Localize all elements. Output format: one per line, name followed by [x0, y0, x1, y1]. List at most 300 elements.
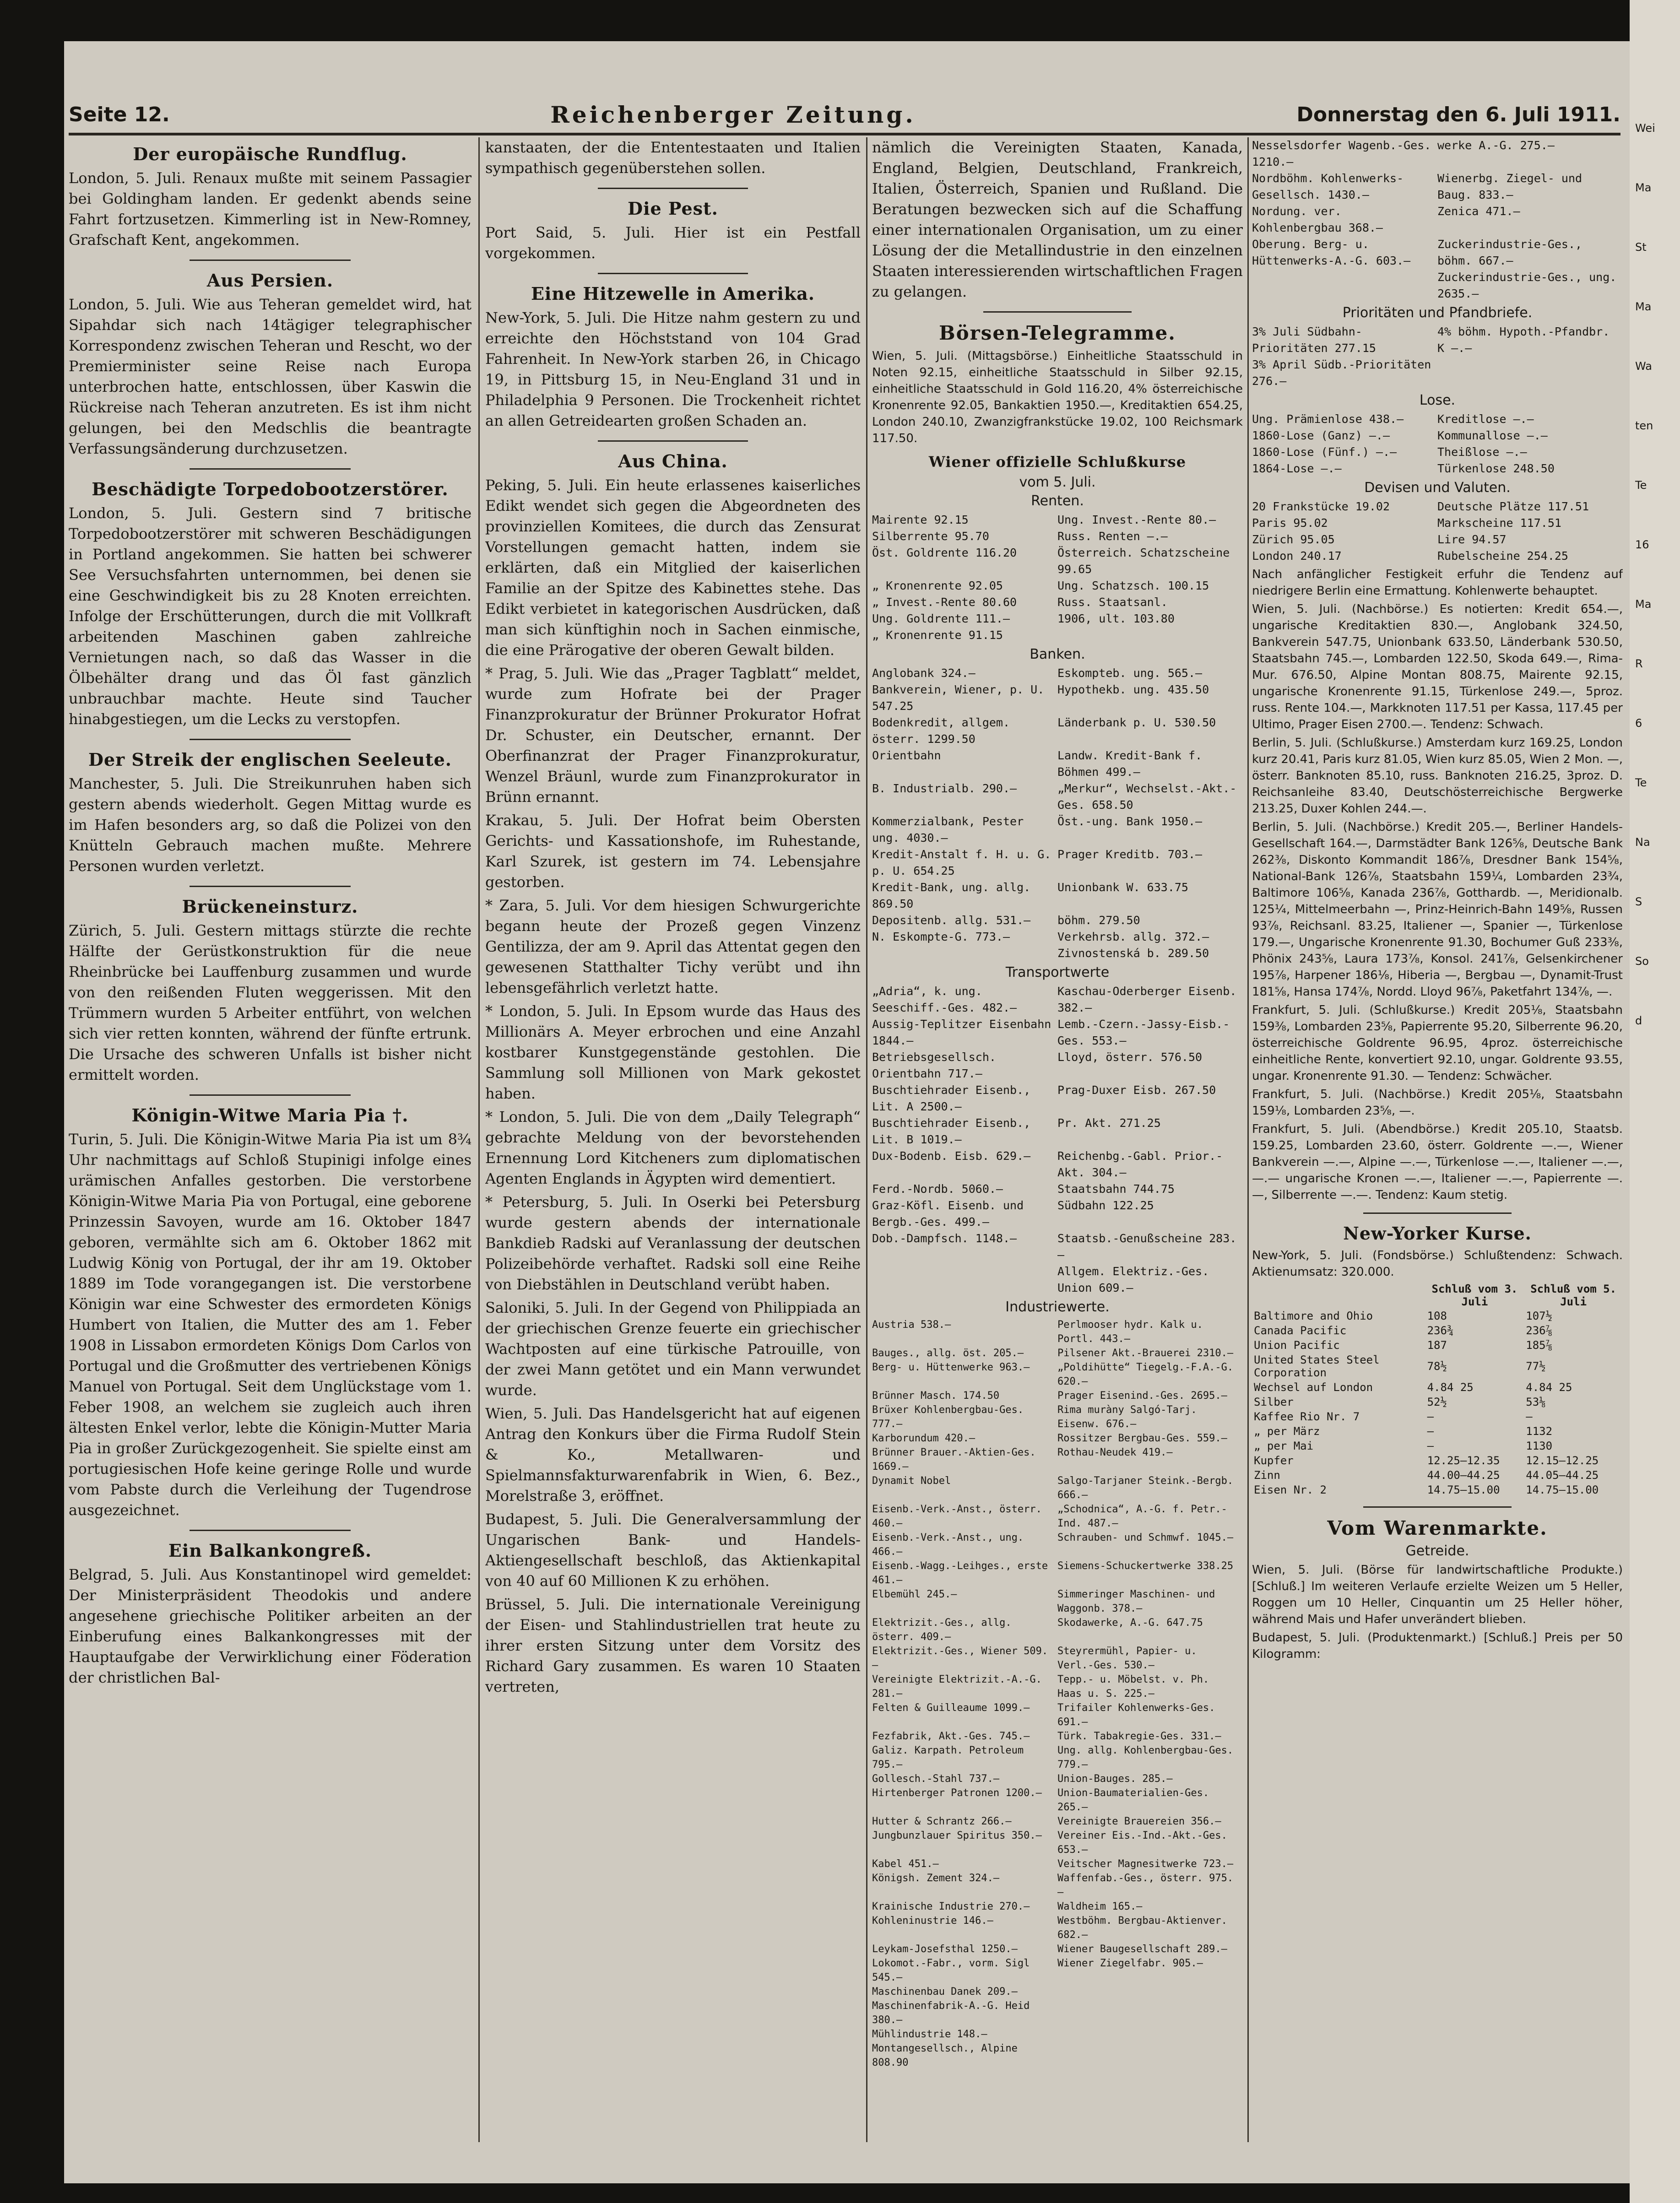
quote-cell: Nordböhm. Kohlenwerks-Gesellsch. 1430.—: [1252, 172, 1404, 201]
quote-cell: Ferd.-Nordb. 5060.—: [872, 1182, 1003, 1196]
quote-row: [872, 945, 1243, 962]
section-rule: [190, 739, 351, 740]
article-headline: Aus China.: [618, 451, 728, 471]
table-cell: Kaffee Rio Nr. 7: [1254, 1410, 1360, 1423]
article-text: kanstaaten, der die Ententestaaten und Italien sympathisch gegenüberstehen sollen.: [485, 139, 861, 177]
quote-cell: Fezfabrik, Akt.-Ges. 745.—: [872, 1731, 1030, 1742]
market-report: Budapest, 5. Juli. (Produktenmarkt.) [Schluß.] Preis per 50 Kilogramm:: [1252, 1631, 1623, 1661]
quote-cell: Hypothekb. ung. 435.50: [1057, 683, 1209, 696]
quote-row: [872, 512, 1243, 528]
quote-cell: Dux-Bodenb. Eisb. 629.—: [872, 1149, 1031, 1163]
quote-cell: Verkehrsb. allg. 372.—: [1057, 930, 1209, 943]
quote-row: [872, 1786, 1243, 1814]
quote-cell: Kredit-Bank, ung. allg. 869.50: [872, 881, 1031, 910]
quote-row: [872, 2041, 1243, 2070]
quote-row: [872, 545, 1243, 578]
article-text: * Zara, 5. Juli. Vor dem hiesigen Schwurgerichte begann heute der Prozeß gegen Vinzenz Gentilizza, der am 9. April das Attentat gegen den gewesenen Statthalter Tichy verübt und ihn lebensgefährlich verletzt hatte.: [485, 897, 861, 996]
quote-row: [872, 1871, 1243, 1900]
quote-row: [872, 1318, 1243, 1346]
table-row: [1252, 1353, 1623, 1380]
masthead-rule: [69, 133, 1620, 135]
column-divider: [1247, 137, 1249, 2142]
quote-cell: Rossitzer Bergbau-Ges. 559.—: [1057, 1433, 1227, 1444]
column-divider: [866, 137, 867, 2142]
quote-row: [872, 1857, 1243, 1871]
table-cell: 12.25—12.35: [1427, 1454, 1500, 1467]
page-number: Seite 12.: [69, 103, 170, 126]
section-rule: [190, 886, 351, 887]
edge-text-fragment: d: [1635, 1014, 1642, 1027]
section-rule: [190, 468, 351, 470]
quote-cell: Berg- u. Hüttenwerke 963.—: [872, 1362, 1030, 1373]
quote-cell: Vereinigte Elektrizit.-A.-G. 281.—: [872, 1674, 1042, 1700]
quote-cell: Maschinenfabrik-A.-G. Heid 380.—: [872, 2000, 1030, 2026]
table-row: [1252, 1323, 1623, 1338]
table-cell: United States Steel Corporation: [1254, 1353, 1380, 1379]
table-cell: 236¾: [1427, 1324, 1454, 1337]
table-row: [1252, 1409, 1623, 1424]
quote-cell: Maschinenbau Danek 209.—: [872, 1986, 1018, 1997]
quote-cell: [1057, 627, 1243, 644]
table-cell: Zinn: [1254, 1469, 1280, 1482]
quote-cell: Deutsche Plätze 117.51: [1437, 500, 1589, 513]
quote-cell: Trifailer Kohlenwerks-Ges. 691.—: [1057, 1702, 1215, 1728]
quote-cell: Reichenbg.-Gabl. Prior.-Akt. 304.—: [1057, 1149, 1223, 1179]
quote-cell: Prager Eisenind.-Ges. 2695.—: [1057, 1390, 1227, 1402]
section-rule: [1363, 1506, 1512, 1508]
quote-row: [872, 594, 1243, 611]
quote-cell: Aussig-Teplitzer Eisenbahn 1844.—: [872, 1018, 1051, 1047]
quote-cell: Eisenb.-Verk.-Anst., ung. 466.—: [872, 1532, 1024, 1558]
section-rule: [190, 1094, 351, 1096]
quote-cell: Rubelscheine 254.25: [1437, 549, 1568, 563]
article-text: * London, 5. Juli. Die von dem „Daily Telegraph“ gebrachte Meldung von der bevorstehenden Ernennung Lord Kitcheners zum diplomatischen Agenten Englands in Ägypten wird dementiert.: [485, 1108, 861, 1187]
table-cell: 1130: [1526, 1440, 1553, 1452]
table-cell: „ per Mai: [1254, 1440, 1314, 1452]
section-subheading: Getreide.: [1405, 1543, 1469, 1559]
quote-cell: Zuckerindustrie-Ges., böhm. 667.—: [1437, 238, 1582, 267]
quote-cell: Lloyd, österr. 576.50: [1057, 1050, 1203, 1064]
quote-cell: Wienerbg. Ziegel- und Baug. 833.—: [1437, 172, 1582, 201]
section-rule: [598, 273, 748, 274]
edge-text-fragment: 16: [1635, 538, 1649, 551]
quote-cell: 1860-Lose (Fünf.) —.—: [1252, 445, 1397, 459]
quote-cell: Salgo-Tarjaner Steink.-Bergb. 666.—: [1057, 1475, 1234, 1501]
quote-cell: Montangesellsch., Alpine 808.90: [872, 2043, 1018, 2068]
quote-cell: Ung. allg. Kohlenbergbau-Ges. 779.—: [1057, 1745, 1234, 1770]
quote-cell: Simmeringer Maschinen- und Waggonb. 378.—: [1057, 1589, 1215, 1614]
market-report: Wien, 5. Juli. (Börse für landwirtschaftliche Produkte.) [Schluß.] Im weiteren Verlaufe erzielte Weizen um 5 Heller, Roggen um 10 Heller, Cinquantin um 25 Heller höher, während Mais und Hafer unverändert blieben.: [1252, 1563, 1623, 1626]
quote-cell: „Poldihütte“ Tiegelg.-F.A.-G. 620.—: [1057, 1362, 1234, 1387]
newspaper-title: Reichenberger Zeitung.: [550, 101, 916, 128]
quote-row: [872, 1900, 1243, 1914]
article-text: Brüssel, 5. Juli. Die internationale Vereinigung der Eisen- und Stahlindustriellen trat heute zu ihrer ersten Sitzung unter dem Vorsitz des Richard Gary zusammen. Es waren 10 Staaten vertreten,: [485, 1596, 861, 1695]
table-row: [1252, 1468, 1623, 1483]
quote-row: [872, 1181, 1243, 1197]
table-cell: 187: [1427, 1339, 1447, 1352]
quote-list: [872, 512, 1243, 644]
quote-row: [872, 1701, 1243, 1729]
quote-row: [872, 665, 1243, 682]
quote-cell: Silberrente 95.70: [872, 530, 989, 543]
quote-cell: Zivnostenská b. 289.50: [1057, 947, 1209, 960]
quote-row: [872, 578, 1243, 594]
quote-cell: Siemens-Schuckertwerke 338.25: [1057, 1560, 1234, 1572]
quote-cell: Landw. Kredit-Bank f. Böhmen 499.—: [1057, 749, 1203, 779]
table-cell: 236⅞: [1526, 1324, 1553, 1337]
edge-text-fragment: Ma: [1635, 181, 1652, 194]
quote-cell: Westböhm. Bergbau-Aktienver. 682.—: [1057, 1915, 1227, 1941]
quote-cell: Bankverein, Wiener, p. U. 547.25: [872, 683, 1045, 713]
quote-row: [1252, 137, 1623, 170]
quote-row: [1252, 324, 1623, 357]
table-row: [1252, 1439, 1623, 1453]
quote-cell: Brüxer Kohlenbergbau-Ges. 777.—: [872, 1404, 1024, 1430]
quote-cell: werke A.-G. 275.—: [1437, 139, 1555, 152]
article-text: Peking, 5. Juli. Ein heute erlassenes kaiserliches Edikt wendet sich gegen die Abgeordneten des provinziellen Komitees, die durch das Zensurat Vorstellungen gemacht hatten, indem sie erklärten, daß ein Mitglied der kaiserlichen Familie an der Spitze des Kabinettes stehe. Das Edikt verbietet in kategorischen Ausdrücken, daß man sich künftighin noch in Sachen einmische, die eine Prärogative der oberen Gewalt bilden.: [485, 476, 861, 659]
quote-list: [872, 983, 1243, 1296]
quote-cell: Kohleninustrie 146.—: [872, 1915, 993, 1927]
quote-row: [1252, 428, 1623, 444]
quote-cell: Zenica 471.—: [1437, 205, 1520, 218]
quote-cell: Prag-Duxer Eisb. 267.50: [1057, 1083, 1216, 1097]
edge-text-fragment: R: [1635, 657, 1643, 670]
article-text: Belgrad, 5. Juli. Aus Konstantinopel wird gemeldet: Der Ministerpräsident Theodokis und andere angesehene griechische Politiker arbeiten an der Einberufung eines Balkankongresses mit der Hauptaufgabe der Verwirklichung einer Föderation der christlichen Bal-: [69, 1566, 471, 1686]
quote-cell: Staatsb.-Genußscheine 283.—: [1057, 1232, 1237, 1261]
quote-cell: Vereiner Eis.-Ind.-Akt.-Ges. 653.—: [1057, 1830, 1227, 1856]
quote-row: [1252, 515, 1623, 531]
quote-cell: Kredit-Anstalt f. H. u. G. p. U. 654.25: [872, 848, 1051, 877]
quote-cell: Lokomot.-Fabr., vorm. Sigl 545.—: [872, 1958, 1030, 1983]
table-cell: 52½: [1427, 1396, 1447, 1408]
quote-cell: Rothau-Neudek 419.—: [1057, 1447, 1173, 1458]
quote-cell: Oberung. Berg- u. Hüttenwerks-A.-G. 603.—: [1252, 238, 1411, 267]
quote-row: [1252, 203, 1623, 236]
quote-cell: Ung. Invest.-Rente 80.—: [1057, 513, 1216, 526]
quote-cell: Öst. Goldrente 116.20: [872, 546, 1017, 559]
table-header: Schluß vom 3. Juli: [1431, 1283, 1518, 1308]
quote-row: [872, 1115, 1243, 1148]
table-row: [1252, 1483, 1623, 1497]
quote-cell: Mühlindustrie 148.—: [872, 2029, 987, 2040]
quote-cell: [872, 945, 1057, 962]
column-3: [872, 137, 1243, 2142]
quote-cell: Wiener Baugesellschaft 289.—: [1057, 1943, 1227, 1955]
quote-cell: Leykam-Josefsthal 1250.—: [872, 1943, 1018, 1955]
quote-row: [1252, 269, 1623, 302]
market-report: Frankfurt, 5. Juli. (Nachbörse.) Kredit 205⅛, Staatsbahn 159⅛, Lombarden 23⅝, —.: [1252, 1088, 1623, 1118]
quote-cell: Wiener Ziegelfabr. 905.—: [1057, 1958, 1203, 1969]
article-headline: Die Pest.: [628, 198, 718, 219]
quote-cell: Bodenkredit, allgem. österr. 1299.50: [872, 716, 1010, 746]
quote-cell: Ung. Goldrente 111.—: [872, 612, 1010, 625]
article-text: * Petersburg, 5. Juli. In Oserki bei Petersburg wurde gestern abends der internationale Bankdieb Radski auf Veranlassung der deutschen Polizeibehörde verhaftet. Radski soll eine Reihe von Diebstählen in Deutschland verübt haben.: [485, 1193, 861, 1293]
quote-list: [872, 1318, 1243, 2070]
article-text: Zürich, 5. Juli. Gestern mittags stürzte die rechte Hälfte der Gerüstkonstruktion für die neue Rheinbrücke bei Lauffenburg zusammen und wurde von den reißenden Fluten weggerissen. Mit den Trümmern wurden 5 Arbeiter entführt, von welchen sich vier retten konnten, während der fünfte ertrunk. Die Ursache des schweren Unfalls ist bisher nicht ermittelt worden.: [69, 922, 471, 1083]
quote-row: [872, 912, 1243, 929]
quote-row: [872, 682, 1243, 714]
quote-cell: [1057, 1999, 1243, 2027]
quote-cell: 1906, ult. 103.80: [1057, 612, 1175, 625]
section-rule: [190, 260, 351, 261]
article-text: Manchester, 5. Juli. Die Streikunruhen haben sich gestern abends wiederholt. Gegen Mittag wurde es im Hafen besonders arg, so daß die Polizei von den Knütteln Gebrauch machen mußte. Mehrere Personen wurden verletzt.: [69, 775, 471, 875]
quote-cell: Russ. Renten —.—: [1057, 530, 1168, 543]
table-header: [1252, 1282, 1425, 1309]
section-heading: Vom Warenmarkte.: [1327, 1517, 1548, 1539]
quote-list: [1252, 324, 1623, 390]
table-cell: Canada Pacific: [1254, 1324, 1347, 1337]
table-cell: 78½: [1427, 1360, 1447, 1373]
article-text: Wien, 5. Juli. Das Handelsgericht hat auf eigenen Antrag den Konkurs über die Firma Rudolf Stein & Ko., Metallwaren- und Spielmannsfakturwarenfabrik in Wien, 6. Bez., Morelstraße 3, eröffnet.: [485, 1405, 861, 1505]
section-rule: [598, 188, 748, 189]
market-report: New-York, 5. Juli. (Fondsbörse.) Schlußtendenz: Schwach. Aktienumsatz: 320.000.: [1252, 1249, 1623, 1279]
table-cell: 4.84 25: [1427, 1381, 1474, 1394]
table-cell: Kupfer: [1254, 1454, 1294, 1467]
quote-cell: Nesselsdorfer Wagenb.-Ges. 1210.—: [1252, 139, 1431, 168]
quote-row: [872, 714, 1243, 747]
section-subheading: Banken.: [1030, 646, 1085, 662]
edge-text-fragment: Te: [1635, 479, 1647, 492]
quote-cell: Eskompteb. ung. 565.—: [1057, 666, 1203, 680]
quote-cell: Waffenfab.-Ges., österr. 975.—: [1057, 1873, 1234, 1898]
quote-cell: Anglobank 324.—: [872, 666, 975, 680]
article-text: * Prag, 5. Juli. Wie das „Prager Tagblatt“ meldet, wurde zum Hofrate bei der Prager Finanzprokuratur der Brünner Prokurator Hofrat Dr. Schuster, ein Deutscher, ernannt. Der Oberfinanzrat der Prager Finanzprokuratur, Wenzel Bräunl, wurde zum Finanzprokurator in Brünn ernannt.: [485, 665, 861, 806]
table-cell: 44.05—44.25: [1526, 1469, 1599, 1482]
quote-cell: Lemb.-Czern.-Jassy-Eisb.-Ges. 553.—: [1057, 1018, 1230, 1047]
quote-cell: Prager Kreditb. 703.—: [1057, 848, 1203, 861]
quote-cell: Union-Baumaterialien-Ges. 265.—: [1057, 1787, 1209, 1813]
quote-row: [872, 1587, 1243, 1616]
market-report: Frankfurt, 5. Juli. (Schlußkurse.) Kredit 205⅛, Staatsbahn 159⅜, Lombarden 23⅝, Papierrente 95.20, Silberrente 96.20, österreichische Goldrente 96.95, 4proz. österreichische einheitliche Rente, konvertiert 92.10, ungar. Goldrente 93.55, ungar. Kronenrente 91.30. — Tendenz: Schwächer.: [1252, 1003, 1623, 1083]
article-text: New-York, 5. Juli. Die Hitze nahm gestern zu und erreichte den Höchststand von 104 Grad Fahrenheit. In New-York starben 26, in Chicago 19, in Pittsburg 15, in Neu-England 31 und in Philadelphia 9 Personen. Die Trockenheit richtet an allen Getreidearten großen Schaden an.: [485, 309, 861, 429]
edge-text-fragment: Wei: [1635, 122, 1655, 135]
quote-cell: Ung. Prämienlose 438.—: [1252, 412, 1404, 426]
quote-cell: Russ. Staatsanl.: [1057, 595, 1168, 609]
quote-row: [872, 747, 1243, 780]
quote-cell: Markscheine 117.51: [1437, 516, 1561, 530]
edge-text-fragment: Ma: [1635, 300, 1652, 313]
quote-cell: [1057, 1985, 1243, 1999]
table-cell: Eisen Nr. 2: [1254, 1483, 1327, 1496]
table-cell: 14.75—15.00: [1526, 1483, 1599, 1496]
quote-row: [872, 846, 1243, 879]
quote-list: [1252, 498, 1623, 564]
quote-cell: Pr. Akt. 271.25: [1057, 1116, 1161, 1130]
quote-cell: Türk. Tabakregie-Ges. 331.—: [1057, 1731, 1221, 1742]
quote-row: [1252, 444, 1623, 460]
quote-row: [872, 1772, 1243, 1786]
quote-row: [872, 1829, 1243, 1857]
quote-row: [872, 1230, 1243, 1263]
article-text: Krakau, 5. Juli. Der Hofrat beim Obersten Gerichts- und Kassationshofe, im Ruhestande, Karl Szurek, ist gestern im 74. Lebensjahre gestorben.: [485, 812, 861, 891]
quote-row: [872, 1431, 1243, 1445]
quote-cell: Union-Bauges. 285.—: [1057, 1773, 1173, 1785]
quote-cell: B. Industrialb. 290.—: [872, 782, 1017, 795]
market-report: Nach anfänglicher Festigkeit erfuhr die Tendenz auf niedrigere Berlin eine Ermattung. Kohlenwerte behauptet.: [1252, 568, 1623, 598]
quote-row: [1252, 411, 1623, 428]
quote-row: [872, 528, 1243, 545]
quote-cell: 20 Frankstücke 19.02: [1252, 500, 1390, 513]
quote-cell: [1057, 2041, 1243, 2070]
table-cell: „ per März: [1254, 1425, 1320, 1438]
quote-row: [872, 1197, 1243, 1230]
quote-cell: Brünner Brauer.-Aktien-Ges. 1669.—: [872, 1447, 1036, 1472]
quote-row: [872, 1016, 1243, 1049]
quote-cell: „Merkur“, Wechselst.-Akt.-Ges. 658.50: [1057, 782, 1237, 812]
quote-cell: Königsh. Zement 324.—: [872, 1873, 1000, 1884]
table-row: [1252, 1309, 1623, 1323]
quote-cell: Skodawerke, A.-G. 647.75: [1057, 1617, 1203, 1629]
quote-cell: Gollesch.-Stahl 737.—: [872, 1773, 1000, 1785]
table-cell: —: [1427, 1440, 1434, 1452]
article-text: Saloniki, 5. Juli. In der Gegend von Philippiada an der griechischen Grenze feuerte ein griechischer Wachtposten auf eine türkische Patrouille, von der zwei Mann getötet und ein Mann verwundet wurde.: [485, 1299, 861, 1399]
quote-cell: „Schodnica“, A.-G. f. Petr.-Ind. 487.—: [1057, 1504, 1227, 1529]
quote-cell: Dob.-Dampfsch. 1148.—: [872, 1232, 1017, 1245]
quote-row: [872, 1389, 1243, 1403]
quote-cell: 4% böhm. Hypoth.-Pfandbr. K —.—: [1437, 325, 1610, 355]
quote-cell: Unionbank W. 633.75: [1057, 881, 1188, 894]
article-text: Budapest, 5. Juli. Die Generalversammlung der Ungarischen Bank- und Handels-Aktiengesellschaft beschloß, das Aktienkapital von 40 auf 60 Millionen K zu erhöhen.: [485, 1510, 861, 1590]
quote-row: [872, 983, 1243, 1016]
quote-cell: Buschtiehrader Eisenb., Lit. A 2500.—: [872, 1083, 1031, 1113]
table-cell: 14.75—15.00: [1427, 1483, 1500, 1496]
quote-cell: Staatsbahn 744.75: [1057, 1182, 1175, 1196]
quote-cell: Zürich 95.05: [1252, 533, 1335, 546]
quote-cell: Türkenlose 248.50: [1437, 462, 1555, 475]
market-report: Frankfurt, 5. Juli. (Abendbörse.) Kredit 205.10, Staatsb. 159.25, Lombarden 23.60, österr. Goldrente —.—, Wiener Bankverein —.—, Alpine —.—, Türkenlose —.—, Italiener —.—, —.— ungarische Kronen —.—, Italiener —.—, Papierrente —.—, Silberrente —.—. Tendenz: Kaum stetig.: [1252, 1122, 1623, 1202]
quote-row: [872, 1346, 1243, 1360]
quote-cell: Brünner Masch. 174.50: [872, 1390, 1000, 1402]
quote-cell: Theißlose —.—: [1437, 445, 1527, 459]
quote-row: [872, 780, 1243, 813]
quote-cell: Südbahn 122.25: [1057, 1199, 1154, 1212]
quote-cell: Waldheim 165.—: [1057, 1901, 1143, 1912]
section-subheading: Lose.: [1419, 392, 1456, 408]
section-heading: Wiener offizielle Schlußkurse: [928, 453, 1187, 471]
table-cell: Wechsel auf London: [1254, 1381, 1373, 1394]
quote-cell: „ Kronenrente 92.05: [872, 579, 1003, 592]
quote-row: [872, 1743, 1243, 1772]
quote-list: [1252, 137, 1623, 302]
quote-cell: Karborundum 420.—: [872, 1433, 975, 1444]
quote-cell: Felten & Guilleaume 1099.—: [872, 1702, 1030, 1714]
quote-row: [872, 1049, 1243, 1082]
quote-row: [1252, 548, 1623, 564]
quote-cell: [1437, 357, 1623, 390]
quote-cell: Zuckerindustrie-Ges., ung. 2635.—: [1437, 271, 1617, 300]
edge-text-fragment: ten: [1635, 419, 1653, 432]
quote-cell: Mairente 92.15: [872, 513, 969, 526]
quote-cell: Kabel 451.—: [872, 1858, 939, 1870]
article-headline: Brückeneinsturz.: [182, 896, 358, 917]
quote-cell: Krainische Industrie 270.—: [872, 1901, 1030, 1912]
quote-cell: Hirtenberger Patronen 1200.—: [872, 1787, 1042, 1799]
quote-cell: Länderbank p. U. 530.50: [1057, 716, 1216, 729]
section-subheading: Devisen und Valuten.: [1364, 480, 1511, 496]
section-subheading: Prioritäten und Pfandbriefe.: [1342, 305, 1533, 321]
quote-row: [872, 1082, 1243, 1115]
quote-cell: Paris 95.02: [1252, 516, 1328, 530]
quote-cell: Ung. Schatzsch. 100.15: [1057, 579, 1209, 592]
section-rule: [598, 440, 748, 442]
article-headline: Aus Persien.: [206, 270, 334, 291]
section-rule: [190, 1530, 351, 1531]
market-report: Berlin, 5. Juli. (Nachbörse.) Kredit 205.—, Berliner Handels-Gesellschaft 164.—, Darmstädter Bank 126⅝, Deutsche Bank 262⅜, Diskonto Kommandit 186⅞, Dresdner Bank 154⅝, National-Bank 126⅞, Staatsbahn 159¼, Lombarden 23¾, Baltimore 106⅝, Kanada 236⅞, Gotthardb. —, Meridionalb. 125¼, Mittelmeerbahn —, Prinz-Heinrich-Bahn 149⅝, Russen 93⅞, Reichsanl. 83.25, Italiener —, Spanier —, Türkenlose 179.—, Ungarische Kronenrente 91.30, Bochumer Guß 233⅜, Phönix 243⅝, Laura 173⅞, Konsol. 241⅞, Gelsenkirchener 195⅞, Harpener 186⅛, Hiberia —, Bergbau —, Dynamit-Trust 181⅝, Hansa 174⅞, Nordd. Lloyd 96⅞, Paketfahrt 134⅞, —.: [1252, 820, 1623, 999]
quote-row: [872, 1956, 1243, 1985]
table-row: [1252, 1380, 1623, 1395]
quote-cell: [1252, 269, 1437, 302]
quote-cell: Jungbunzlauer Spiritus 350.—: [872, 1830, 1042, 1841]
quote-cell: Veitscher Magnesitwerke 723.—: [1057, 1858, 1234, 1870]
quote-cell: „ Invest.-Rente 80.60: [872, 595, 1017, 609]
quote-row: [872, 1403, 1243, 1431]
article-headline: Eine Hitzewelle in Amerika.: [531, 283, 815, 304]
quote-row: [872, 611, 1243, 627]
section-heading: New-Yorker Kurse.: [1343, 1223, 1532, 1244]
section-heading: Börsen-Telegramme.: [939, 322, 1176, 344]
column-4: [1252, 137, 1623, 2142]
adjacent-page-text: [1635, 119, 1655, 1071]
quote-row: [872, 1559, 1243, 1587]
quote-cell: N. Eskompte-G. 773.—: [872, 930, 1010, 943]
masthead: [69, 98, 1620, 130]
table-cell: 12.15—12.25: [1526, 1454, 1599, 1467]
edge-text-fragment: S: [1635, 895, 1642, 908]
quote-row: [1252, 236, 1623, 269]
quote-cell: Nordung. ver. Kohlenbergbau 368.—: [1252, 205, 1383, 234]
section-subheading: Transportwerte: [1005, 964, 1110, 980]
quote-list: [1252, 411, 1623, 477]
quote-cell: Depositenb. allg. 531.—: [872, 914, 1031, 927]
article-headline: Der Streik der englischen Seeleute.: [88, 749, 452, 770]
quote-cell: Allgem. Elektriz.-Ges. Union 609.—: [1057, 1265, 1209, 1294]
quote-row: [872, 1445, 1243, 1474]
table-cell: —: [1427, 1425, 1434, 1438]
table-cell: 107½: [1526, 1310, 1553, 1322]
quote-cell: Schrauben- und Schmwf. 1045.—: [1057, 1532, 1234, 1543]
table-cell: Silber: [1254, 1396, 1294, 1408]
quote-row: [1252, 498, 1623, 515]
table-cell: 185⅞: [1526, 1339, 1553, 1352]
article-headline: Beschädigte Torpedobootzerstörer.: [92, 479, 449, 499]
quote-cell: Kreditlose —.—: [1437, 412, 1534, 426]
edge-text-fragment: Ma: [1635, 598, 1652, 611]
article-text: London, 5. Juli. Renaux mußte mit seinem Passagier bei Goldingham landen. Er gedenkt abends seine Fahrt fortzusetzen. Kimmerling ist in New-Romney, Grafschaft Kent, angekommen.: [69, 169, 471, 249]
quote-cell: Elbemühl 245.—: [872, 1589, 957, 1600]
quote-cell: Dynamit Nobel: [872, 1475, 951, 1487]
issue-date: Donnerstag den 6. Juli 1911.: [1296, 103, 1620, 126]
quote-row: [872, 2027, 1243, 2041]
edge-text-fragment: St: [1635, 241, 1647, 254]
quote-cell: Steyrermühl, Papier- u. Verl.-Ges. 530.—: [1057, 1645, 1197, 1671]
table-cell: 108: [1427, 1310, 1447, 1322]
quote-row: [872, 1360, 1243, 1389]
table-cell: 1132: [1526, 1425, 1553, 1438]
quote-cell: Kommunallose —.—: [1437, 429, 1548, 442]
quote-cell: 3% Juli Südbahn-Prioritäten 277.15: [1252, 325, 1376, 355]
quote-list: [872, 665, 1243, 962]
section-rule: [1363, 1212, 1512, 1214]
table-row: [1252, 1338, 1623, 1353]
edge-text-fragment: 6: [1635, 717, 1642, 730]
quote-row: [872, 1814, 1243, 1829]
quote-row: [872, 813, 1243, 846]
quote-cell: Austria 538.—: [872, 1319, 951, 1331]
quote-row: [872, 879, 1243, 912]
table-row: [1252, 1395, 1623, 1409]
quote-cell: Graz-Köfl. Eisenb. und Bergb.-Ges. 499.—: [872, 1199, 1024, 1229]
quote-row: [872, 1729, 1243, 1743]
